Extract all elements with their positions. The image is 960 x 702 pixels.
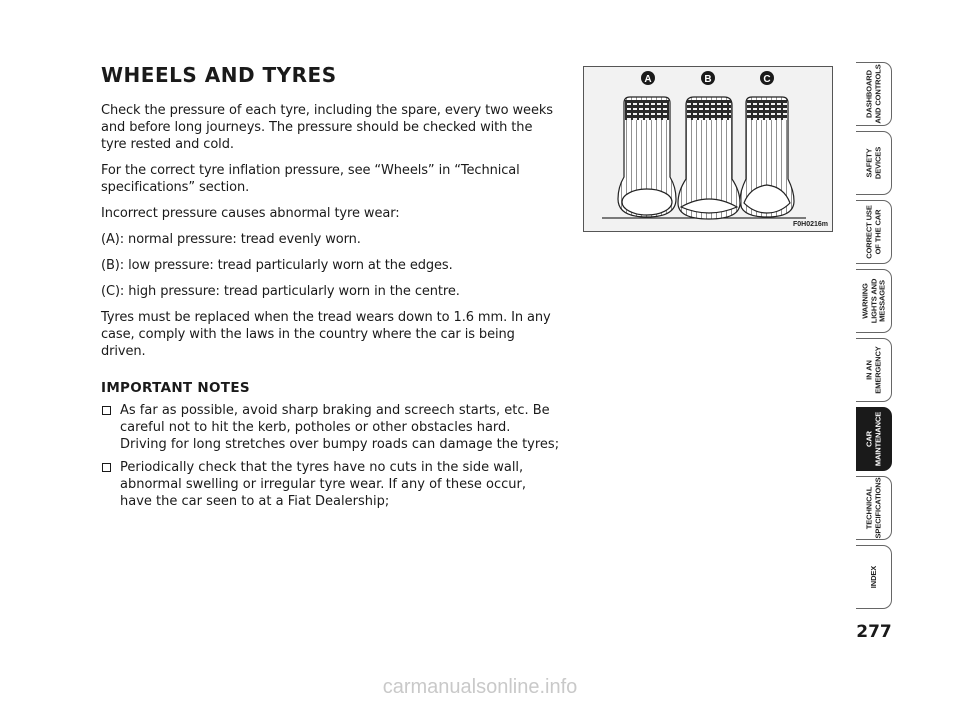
checkbox-bullet-icon xyxy=(102,463,111,472)
tab-safety-devices[interactable] xyxy=(856,131,892,195)
note-item xyxy=(101,402,561,453)
paragraph-high-pressure: (C): high pressure: tread particularly worn in the centre. xyxy=(101,284,460,299)
tab-index[interactable] xyxy=(856,545,892,609)
figure-label-b: B xyxy=(704,74,712,85)
figure-label-a: A xyxy=(644,74,652,85)
main-content xyxy=(101,62,561,516)
tyre-b-icon xyxy=(678,97,740,219)
tab-correct-use[interactable] xyxy=(856,200,892,264)
label-a-icon xyxy=(641,71,655,85)
label-b-icon xyxy=(701,71,715,85)
watermark: carmanualsonline.info xyxy=(382,676,578,698)
tab-dashboard-and-controls[interactable] xyxy=(856,62,892,126)
tab-label: IN AN EMERGENCY xyxy=(864,346,882,394)
note-text: Periodically check that the tyres have no cuts in the side wall, abnormal swelling or irregular tyre wear. If any of these occur, have the car seen to at a Fiat Dealership; xyxy=(120,460,526,509)
tab-label: DASHBOARD AND CONTROLS xyxy=(864,64,882,124)
figure-code: F0H0216m xyxy=(792,221,828,228)
tab-label: CORRECT USE OF THE CAR xyxy=(864,205,882,259)
tab-label: INDEX xyxy=(868,565,878,589)
paragraph-pressure-check: Check the pressure of each tyre, including the spare, every two weeks and before long journeys. The pressure should be checked with the tyre rested and cold. xyxy=(101,103,553,152)
tyre-wear-figure xyxy=(583,66,833,232)
tab-label: WARNING LIGHTS AND MESSAGES xyxy=(859,278,886,324)
page-number: 277 xyxy=(856,622,892,642)
tab-warning-lights[interactable] xyxy=(856,269,892,333)
paragraph-replacement: Tyres must be replaced when the tread wears down to 1.6 mm. In any case, comply with the laws in the country where the car is being driven. xyxy=(101,310,551,359)
tab-label: CAR MAINTENANCE xyxy=(864,411,882,467)
tyre-a-icon xyxy=(618,97,676,217)
paragraph-low-pressure: (B): low pressure: tread particularly worn at the edges. xyxy=(101,258,453,273)
tab-label: SAFETY DEVICES xyxy=(864,146,882,180)
note-text: As far as possible, avoid sharp braking and screech starts, etc. Be careful not to hit the kerb, potholes or other obstacles hard. Driving for long stretches over bumpy roads can damage the tyres; xyxy=(120,403,560,452)
tab-in-an-emergency[interactable] xyxy=(856,338,892,402)
tyre-wear-illustration xyxy=(584,67,832,231)
tab-car-maintenance[interactable] xyxy=(856,407,892,471)
paragraph-normal-pressure: (A): normal pressure: tread evenly worn. xyxy=(101,232,361,247)
page-title: WHEELS AND TYRES xyxy=(101,63,337,87)
checkbox-bullet-icon xyxy=(102,406,111,415)
note-item xyxy=(101,459,561,510)
tab-technical-specifications[interactable] xyxy=(856,476,892,540)
paragraph-incorrect-pressure: Incorrect pressure causes abnormal tyre wear: xyxy=(101,206,400,221)
notes-title: IMPORTANT NOTES xyxy=(101,380,250,396)
label-c-icon xyxy=(760,71,774,85)
paragraph-inflation-reference: For the correct tyre inflation pressure, see “Wheels” in “Technical specifications” section. xyxy=(101,163,520,195)
figure-label-c: C xyxy=(763,74,771,85)
tyre-c-icon xyxy=(740,97,794,217)
tab-label: TECHNICAL SPECIFICATIONS xyxy=(864,477,882,539)
